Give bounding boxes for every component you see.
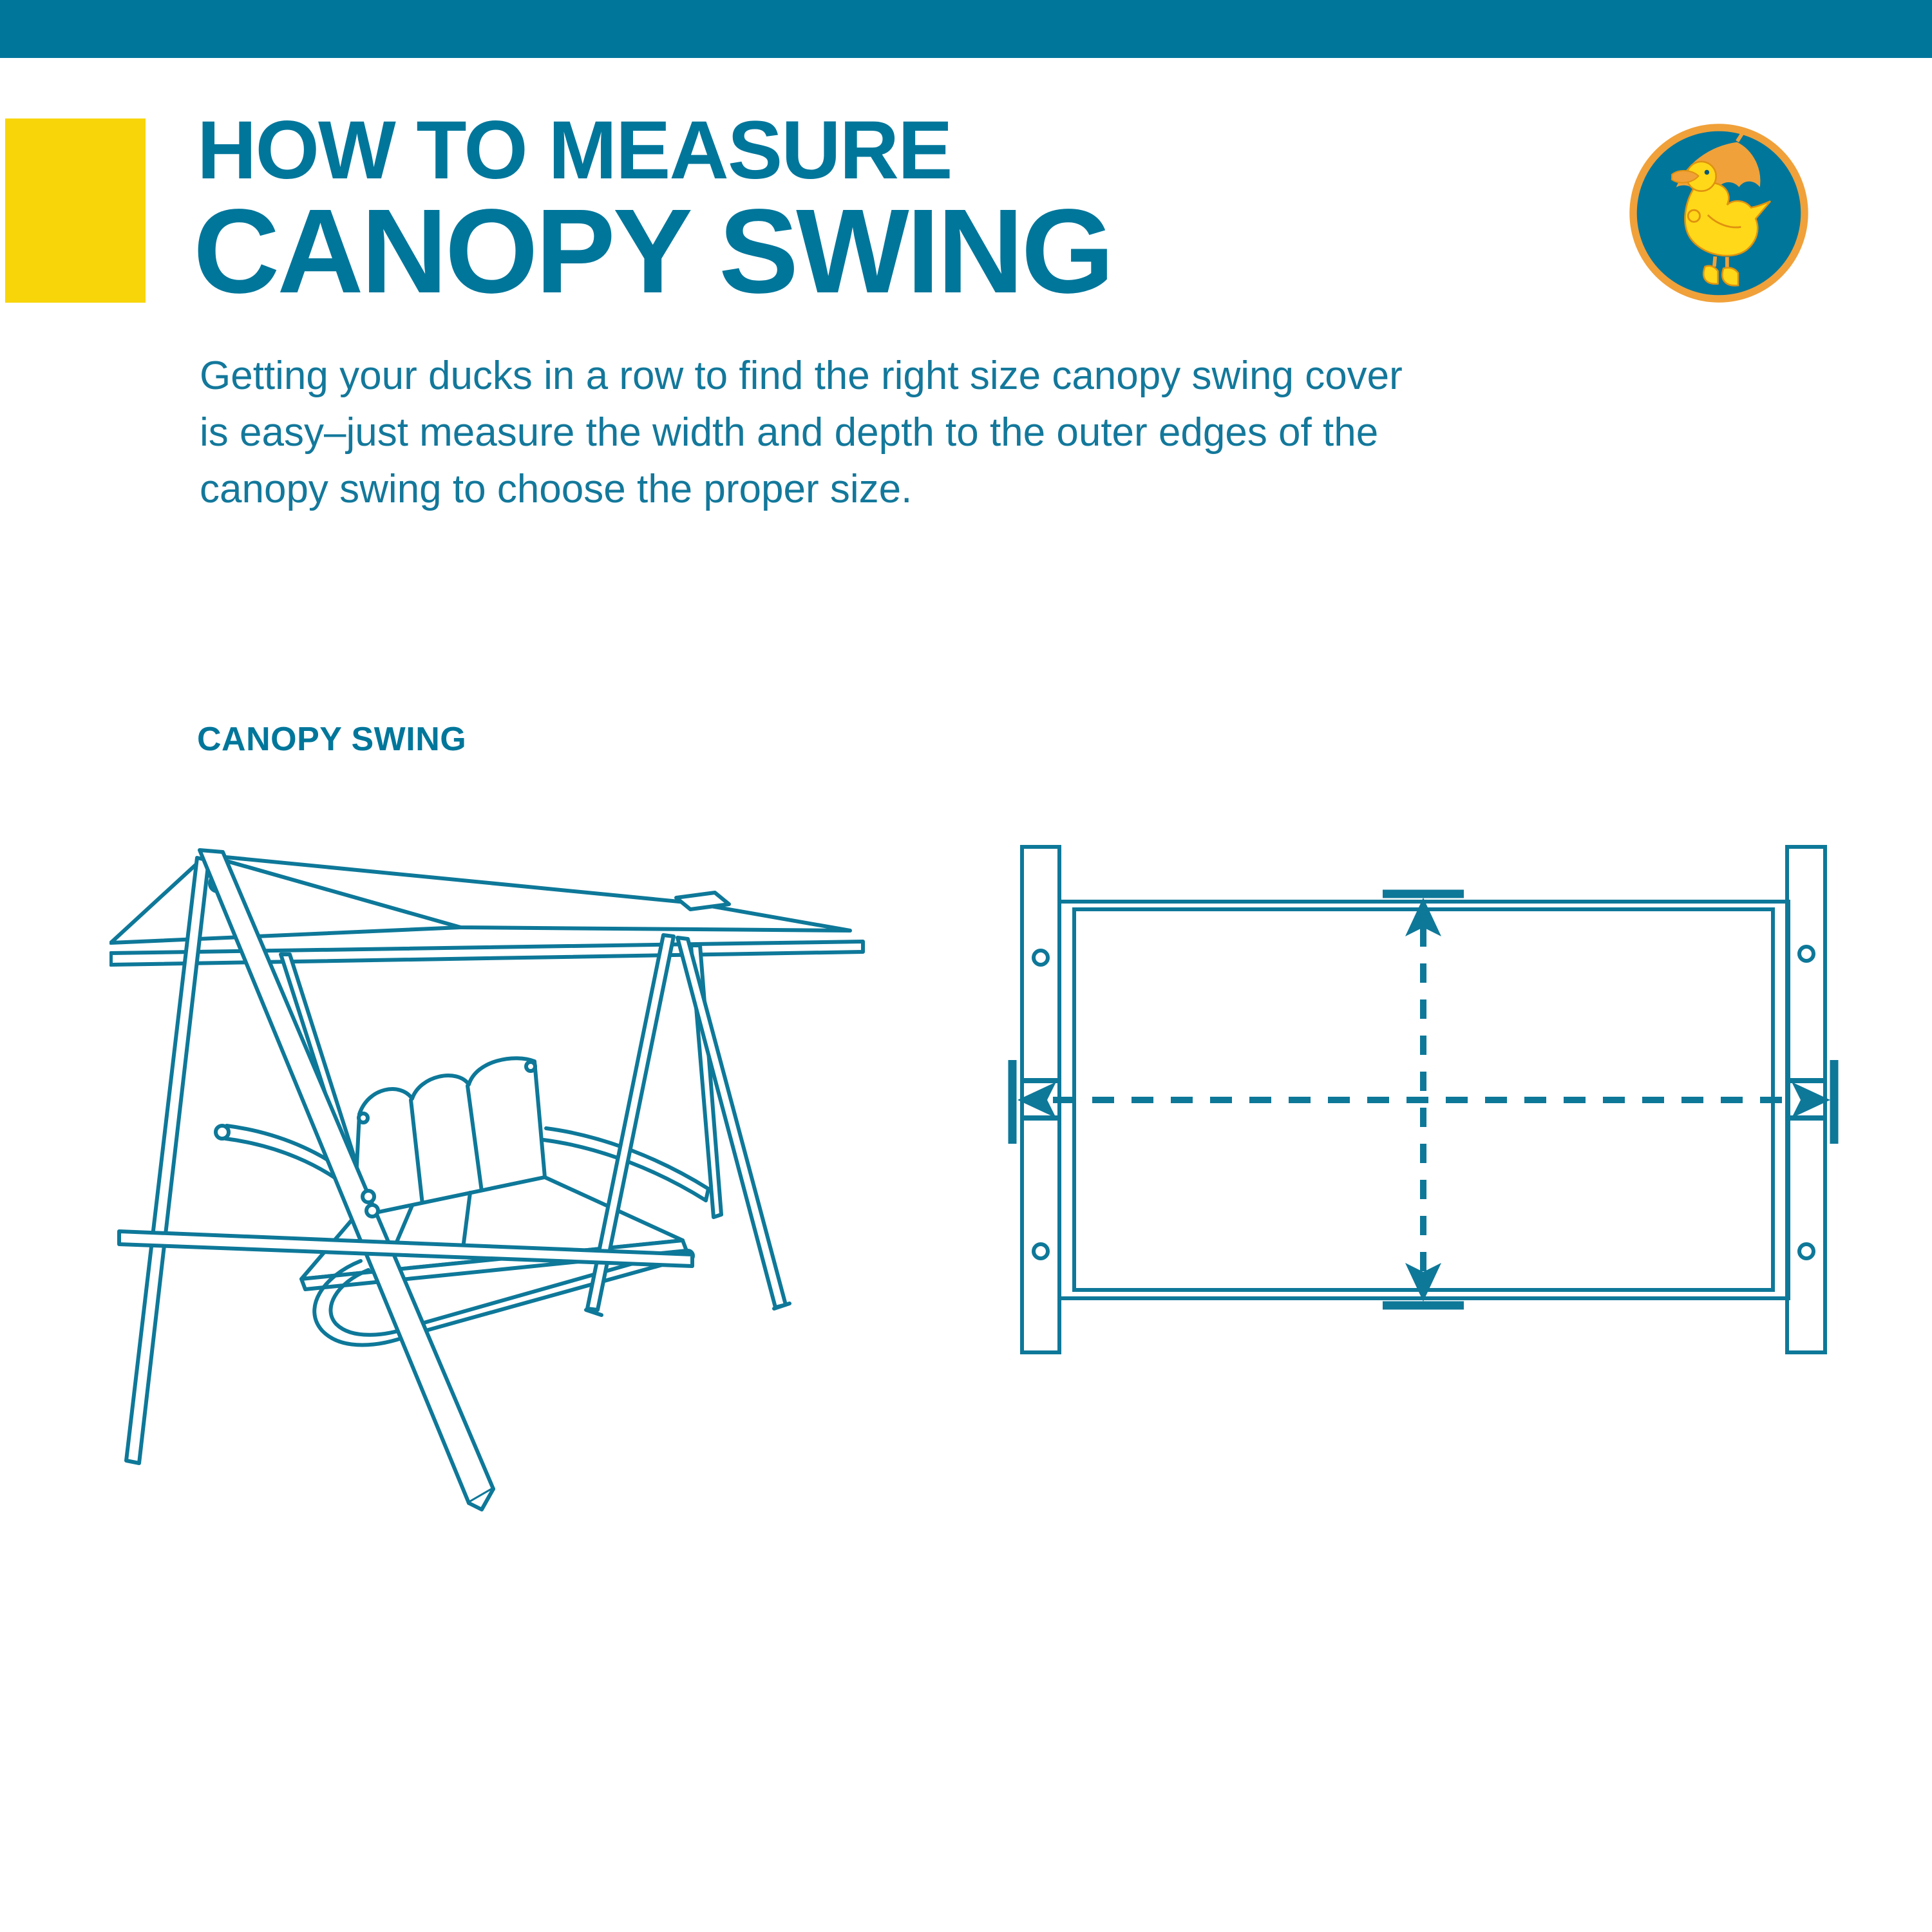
intro-line-1: Getting your ducks in a row to find the right size canopy swing cover — [200, 354, 1403, 398]
yellow-accent-square — [5, 118, 146, 303]
intro-line-2: is easy–just measure the width and depth to the outer edges of the — [200, 410, 1379, 455]
swing-top-beam — [111, 942, 863, 965]
intro-paragraph — [200, 348, 1403, 518]
duck-with-umbrella-logo — [1627, 121, 1811, 305]
section-label: CANOPY SWING — [197, 721, 467, 758]
measurement-diagram — [992, 831, 1880, 1372]
swing-left-rear-leg — [126, 858, 209, 1463]
canopy-swing-illustration — [109, 831, 908, 1513]
intro-line-3: canopy swing to choose the proper size. — [200, 467, 913, 511]
top-accent-bar — [0, 0, 1932, 58]
page-title-line1: HOW TO MEASURE — [197, 104, 952, 196]
page-title-line2: CANOPY SWING — [193, 185, 1112, 318]
duck-logo-icon — [1627, 121, 1811, 305]
